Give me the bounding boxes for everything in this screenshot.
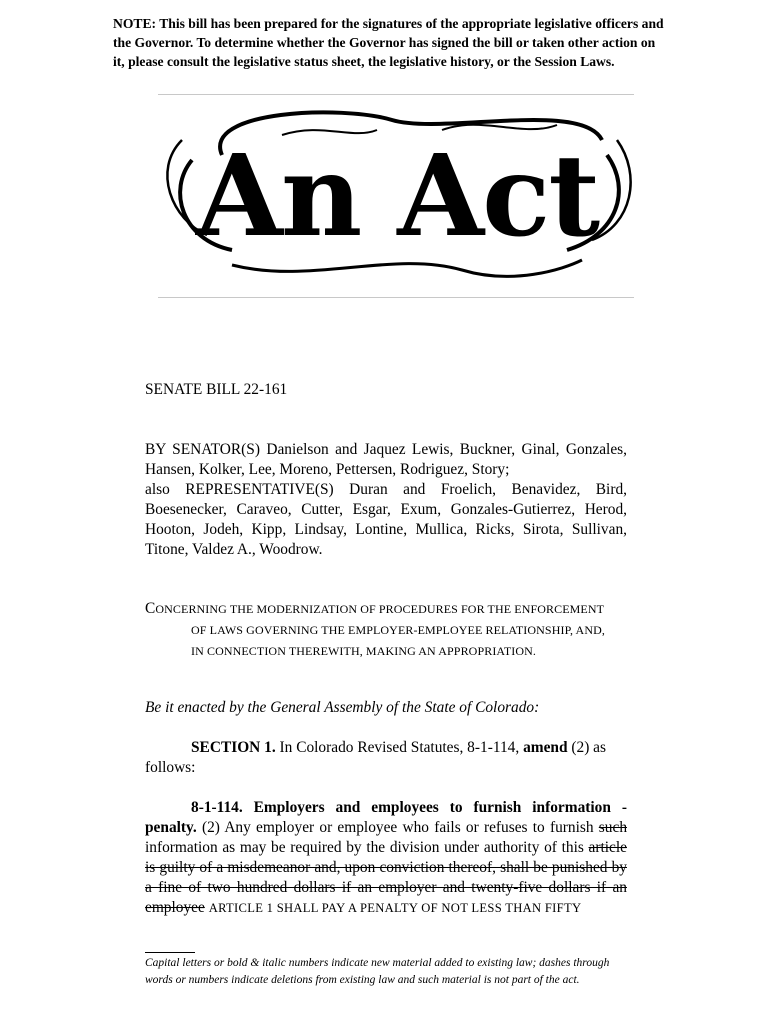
added-text: ARTICLE 1 SHALL PAY A PENALTY OF NOT LESS THAN FIFTY [208,901,582,915]
senate-sponsors: BY SENATOR(S) Danielson and Jaquez Lewis, Buckner, Ginal, Gonzales, Hansen, Kolker, Lee, Moreno, Pettersen, Rodriguez, Story; [145,441,627,478]
bill-number: SENATE BILL 22-161 [145,381,288,398]
footnote: Capital letters or bold & italic numbers indicate new material added to existing law; dashes through words or numbers indicate deletions from existing law and such material is not part of the act. [145,957,610,986]
house-sponsors: also REPRESENTATIVE(S) Duran and Froelich, Benavidez, Bird, Boesenecker, Caraveo, Cutter, Esgar, Exum, Gonzales-Gutierrez, Herod, Hooton, Jodeh, Kipp, Lindsay, Lontine, Mullica, Ricks, Sirota, Sullivan, Titone, Valdez A., Woodrow. [145,481,627,558]
amend-keyword: amend [523,739,568,756]
enacting-clause: Be it enacted by the General Assembly of the State of Colorado: [145,699,540,716]
bill-title-initial: C [145,600,156,617]
statute-text-2: information as may be required by the division under authority of this [145,839,584,856]
statute-subsection: (2) [201,819,220,836]
bill-title-line3: IN CONNECTION THEREWITH, MAKING AN APPROPRIATION. [191,644,537,658]
bill-title-line1: ONCERNING THE MODERNIZATION OF PROCEDURES FOR THE ENFORCEMENT [155,602,605,616]
statute-text-1: Any employer or employee who fails or refuses to furnish [224,819,594,836]
sponsors-block [145,440,627,560]
section-1 [145,738,627,778]
statute-8-1-114 [145,798,627,918]
footnote-rule [145,952,195,953]
statute-heading: 8-1-114. Employers and employees to furnish information - penalty. [145,799,627,836]
deleted-text-2: article is guilty of a misdemeanor and, upon conviction thereof, shall be punished by a fine of two hundred dollars if an employer and twenty-five dollars if an employee [145,839,627,916]
section-text-a: In Colorado Revised Statutes, 8-1-114, [279,739,520,756]
bill-title-line2: OF LAWS GOVERNING THE EMPLOYER-EMPLOYEE RELATIONSHIP, AND, [191,623,605,637]
an-act-seal [162,100,632,290]
section-text-b: (2) as follows: [145,739,607,776]
section-label: SECTION 1. [191,739,276,756]
deleted-text-1: such [598,819,628,836]
seal-bottom-rule [158,297,634,298]
governor-signature-note: NOTE: This bill has been prepared for the signatures of the appropriate legislative officers and the Governor. To determine whether the Governor has signed the bill or taken other action on it, please consult the legislative status sheet, the legislative history, or the Session Laws. [113,16,664,69]
an-act-seal-text: An Act [195,131,599,262]
bill-title [145,598,627,662]
seal-top-rule [158,94,634,95]
